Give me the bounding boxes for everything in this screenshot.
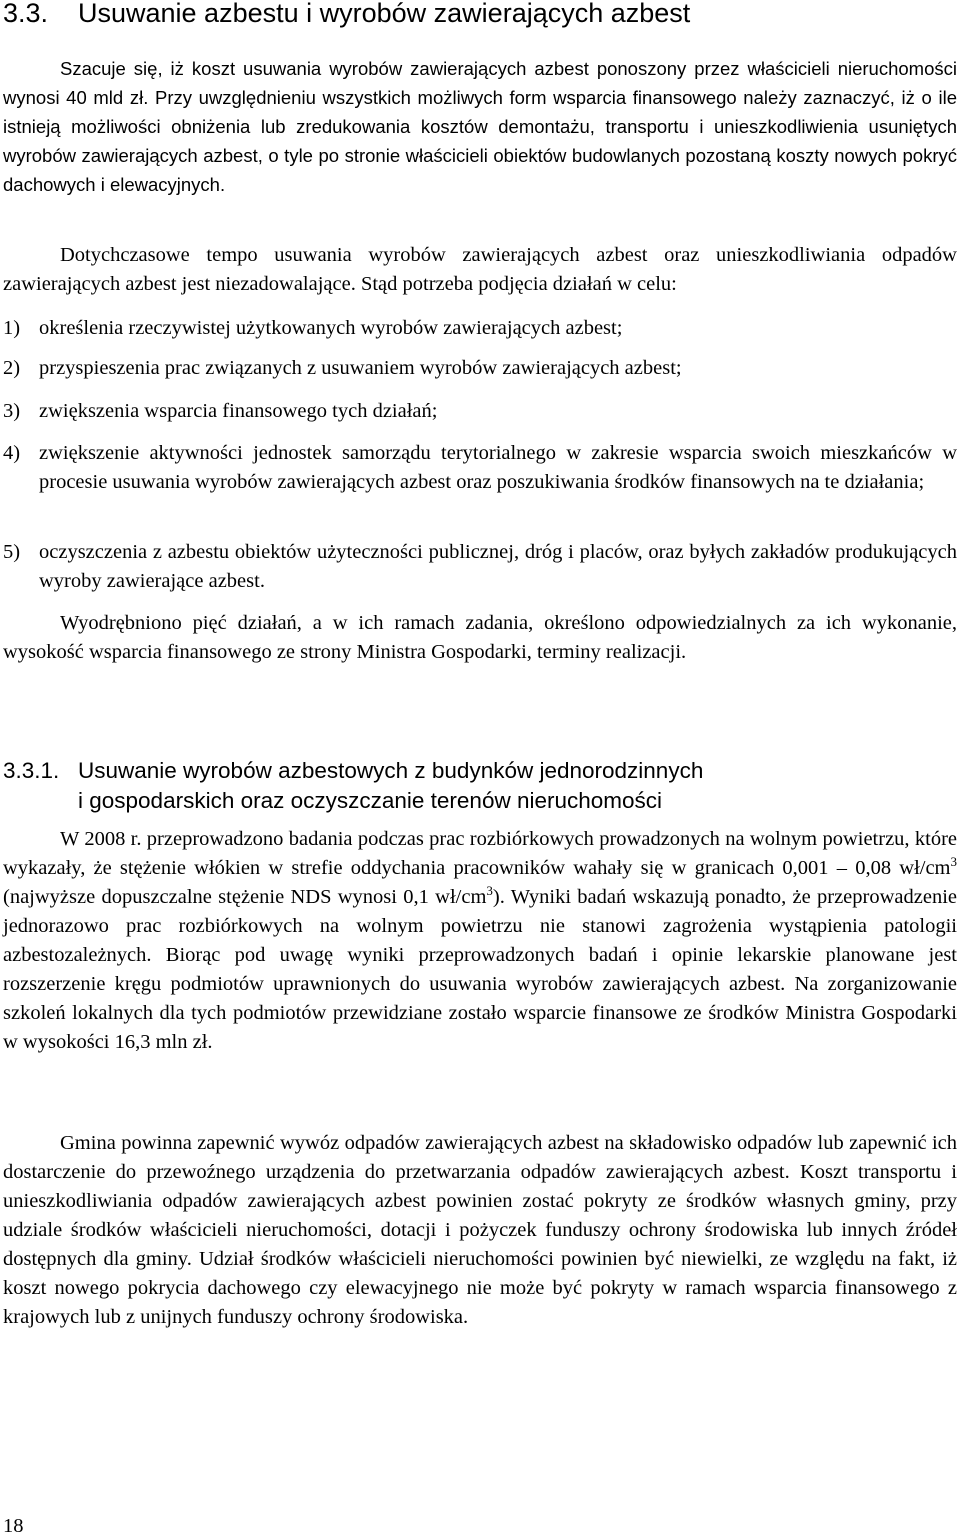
list-item-number: 5) [3,541,21,563]
paragraph-current-pace: Dotychczasowe tempo usuwania wyrobów zawierających azbest oraz unieszkodliwiania odpadów zawierających azbest jest niezadowalające. Stąd potrzeba podjęcia działań w celu: [3,244,957,295]
section-heading [3,0,690,30]
list-item-text: oczyszczenia z azbestu obiektów użyteczności publicznej, dróg i placów, oraz byłych zakładów produkujących wyroby zawierające azbest. [39,541,957,592]
list-item-text: określenia rzeczywistej użytkowanych wyrobów zawierających azbest; [39,317,623,339]
subsection-number: 3.3.1. [3,758,60,783]
section-number: 3.3. [3,0,49,28]
paragraph-municipality: Gmina powinna zapewnić wywóz odpadów zawierających azbest na składowisko odpadów lub zapewnić ich dostarczenie do przewoźnego urządzenia do przetwarzania odpadów zawierających azbest. Koszt transportu i unieszkodliwiania odpadów zawierających azbest powinien zostać pokryty ze środków własnych gminy, przy udziale środków właścicieli nieruchomości, dotacji i pożyczek funduszy ochrony środowiska lub innych źródeł dostępnych dla gminy. Udział środków właścicieli nieruchomości powinien być niewielki, ze względu na fakt, iż koszt nowego pokrycia dachowego czy elewacyjnego nie może być pokryty w ramach wsparcia finansowego z krajowych lub z unijnych funduszy ochrony środowiska. [3,1132,957,1328]
list-item [3,397,957,426]
subsection-heading [3,756,703,816]
subsection-title-line2: i gospodarskich oraz oczyszczanie terenów nieruchomości [78,788,663,813]
subsection-title-line1: Usuwanie wyrobów azbestowych z budynków jednorodzinnych [78,758,704,783]
list-item-number: 4) [3,442,21,464]
list-item [3,439,957,497]
list-item-number: 3) [3,400,21,422]
paragraph-cost-estimate: Szacuje się, iż koszt usuwania wyrobów zawierających azbest ponoszony przez właścicieli nieruchomości wynosi 40 mld zł. Przy uwzględnieniu wszystkich możliwych form wsparcia finansowego należy zaznaczyć, iż o ile istnieją możliwości obniżenia lub zredukowania kosztów demontażu, transportu i unieszkodliwienia usuniętych wyrobów zawierających azbest, o tyle po stronie właścicieli obiektów budowlanych pozostaną koszty nowych pokryć dachowych i elewacyjnych. [3,58,957,195]
research-text-part1: W 2008 r. przeprowadzono badania podczas prac rozbiórkowych prowadzonych na wolnym powietrzu, które wykazały, że stężenie włókien w strefie oddychania pracowników wahały się w granicach 0,001 – 0,08 wł/cm [3,828,957,879]
list-item-text: zwiększenia wsparcia finansowego tych działań; [39,400,438,422]
list-item [3,354,957,383]
list-item-text: zwiększenie aktywności jednostek samorządu terytorialnego w zakresie wsparcia swoich mieszkańców w procesie usuwania wyrobów zawierających azbest oraz poszukiwania środków finansowych na te działania; [39,442,957,493]
superscript: 3 [486,883,493,898]
paragraph-research-2008 [3,825,957,1057]
list-item-number: 1) [3,317,21,339]
list-item-text: przyspieszenia prac związanych z usuwaniem wyrobów zawierających azbest; [39,357,682,379]
research-text-part3: ). Wyniki badań wskazują ponadto, że przeprowadzenie jednorazowo prac rozbiórkowych na wolnym powietrzu nie stanowi zagrożenia wystąpienia patologii azbestozależnych. Biorąc pod uwagę wyniki przeprowadzonych badań i opinie lekarskie planowane jest rozszerzenie kręgu podmiotów uprawnionych do usuwania wyrobów zawierających azbest. Na zorganizowanie szkoleń lokalnych dla tych podmiotów przewidziane zostało wsparcie finansowe ze środków Ministra Gospodarki w wysokości 16,3 mln zł. [3,886,957,1053]
section-title: Usuwanie azbestu i wyrobów zawierających azbest [78,0,691,28]
page-number: 18 [3,1515,24,1537]
list-item [3,538,957,596]
list-item [3,314,957,343]
paragraph-five-actions: Wyodrębniono pięć działań, a w ich ramach zadania, określono odpowiedzialnych za ich wykonanie, wysokość wsparcia finansowego ze strony Ministra Gospodarki, terminy realizacji. [3,612,957,663]
list-item-number: 2) [3,357,21,379]
research-text-part2: (najwyższe dopuszczalne stężenie NDS wynosi 0,1 wł/cm [3,886,487,908]
superscript: 3 [950,854,957,869]
